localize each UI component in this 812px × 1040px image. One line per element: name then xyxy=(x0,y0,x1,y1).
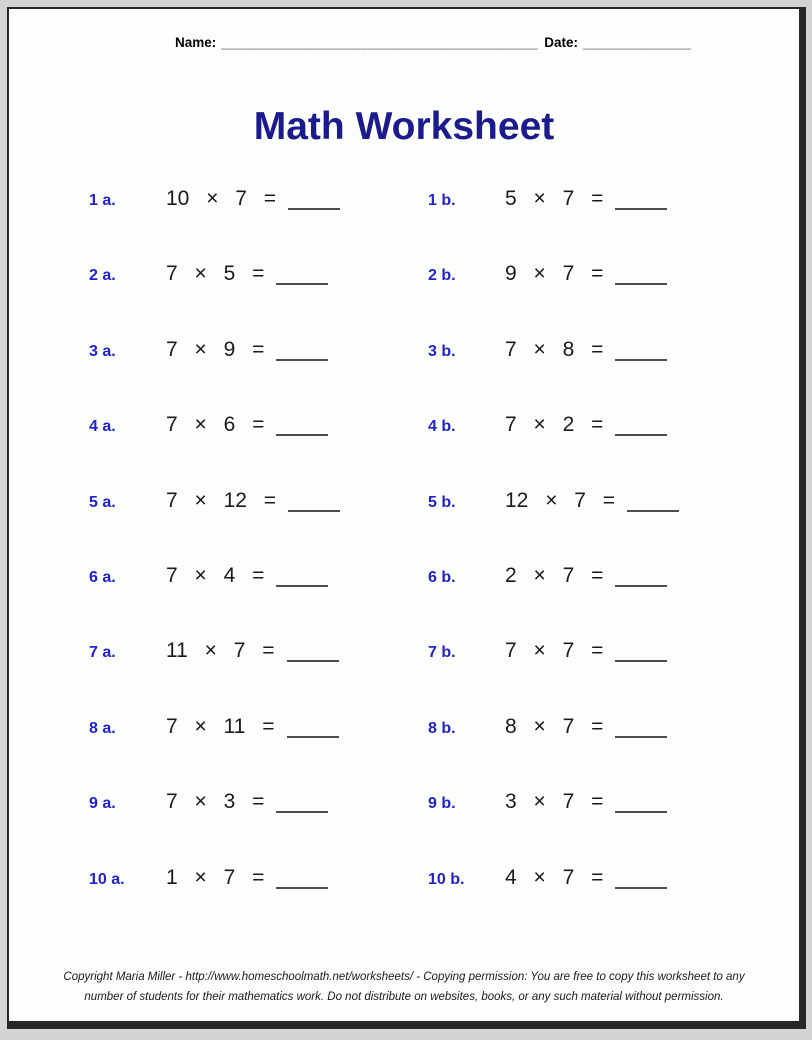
answer-blank xyxy=(615,208,667,210)
problem-expression: 7 × 5 = xyxy=(166,262,265,286)
answer-blank xyxy=(276,434,328,436)
problem-8a xyxy=(9,715,404,790)
answer-blank xyxy=(615,359,667,361)
problem-label: 6 a. xyxy=(89,568,116,586)
name-label: Name: xyxy=(175,35,217,50)
answer-blank xyxy=(627,510,679,512)
answer-blank xyxy=(288,208,340,210)
answer-blank xyxy=(615,811,667,813)
problem-expression: 3 × 7 = xyxy=(505,790,604,814)
problem-expression: 7 × 11 = xyxy=(166,714,275,738)
problem-5a xyxy=(9,489,404,564)
name-fill-line: _________________________________________ xyxy=(221,35,539,50)
problem-2a xyxy=(9,262,404,337)
problem-expression: 7 × 2 = xyxy=(505,413,604,437)
problem-expression: 1 × 7 = xyxy=(166,865,265,889)
problem-7a xyxy=(9,639,404,714)
problem-label: 1 b. xyxy=(428,192,456,209)
problem-label: 8 b. xyxy=(428,719,456,737)
problem-3a xyxy=(9,338,404,413)
problem-expression: 12 × 7 = xyxy=(505,488,616,512)
problem-label: 3 a. xyxy=(89,342,116,360)
problem-label: 7 b. xyxy=(428,644,456,662)
problem-9a xyxy=(9,790,404,865)
problem-label: 4 a. xyxy=(89,418,116,436)
problem-1a xyxy=(9,187,404,262)
problem-label: 2 a. xyxy=(89,267,116,285)
problem-1b xyxy=(404,187,799,262)
worksheet-page xyxy=(7,7,806,1029)
problem-label: 10 b. xyxy=(428,870,465,888)
date-label: Date: xyxy=(544,35,578,50)
problem-expression: 4 × 7 = xyxy=(505,865,604,889)
problem-expression: 7 × 3 = xyxy=(166,790,265,814)
answer-blank xyxy=(615,585,667,587)
problem-4a xyxy=(9,413,404,488)
problem-3b xyxy=(404,338,799,413)
problem-expression: 7 × 4 = xyxy=(166,563,265,587)
answer-blank xyxy=(615,887,667,889)
problem-label: 5 b. xyxy=(428,493,456,511)
answer-blank xyxy=(276,283,328,285)
answer-blank xyxy=(276,811,328,813)
answer-blank xyxy=(287,736,339,738)
problem-expression: 2 × 7 = xyxy=(505,563,604,587)
page-title: Math Worksheet xyxy=(253,105,555,148)
problem-label: 8 a. xyxy=(89,719,116,737)
answer-blank xyxy=(276,585,328,587)
problem-label: 7 a. xyxy=(89,644,116,662)
answer-blank xyxy=(287,660,339,662)
problem-6b xyxy=(404,564,799,639)
answer-blank xyxy=(615,660,667,662)
problem-7b xyxy=(404,639,799,714)
problem-label: 10 a. xyxy=(89,870,125,888)
problem-label: 6 b. xyxy=(428,568,456,586)
copyright-footer xyxy=(9,967,799,1007)
problem-label: 1 a. xyxy=(89,192,116,209)
problems-grid xyxy=(9,187,799,941)
problem-expression: 5 × 7 = xyxy=(505,187,604,210)
answer-blank xyxy=(615,434,667,436)
problem-label: 9 a. xyxy=(89,795,116,813)
problem-6a xyxy=(9,564,404,639)
problem-expression: 7 × 12 = xyxy=(166,488,277,512)
problem-label: 2 b. xyxy=(428,267,456,285)
problem-expression: 8 × 7 = xyxy=(505,714,604,738)
date-fill-line: ______________ xyxy=(582,35,692,50)
answer-blank xyxy=(288,510,340,512)
answer-blank xyxy=(615,736,667,738)
problem-expression: 9 × 7 = xyxy=(505,262,604,286)
worksheet-header xyxy=(175,35,697,50)
problem-10b xyxy=(404,866,799,941)
problem-2b xyxy=(404,262,799,337)
problem-expression: 7 × 9 = xyxy=(166,337,265,361)
problem-5b xyxy=(404,489,799,564)
problem-label: 5 a. xyxy=(89,493,116,511)
problem-expression: 7 × 6 = xyxy=(166,413,265,437)
problem-label: 9 b. xyxy=(428,795,456,813)
answer-blank xyxy=(615,283,667,285)
problem-expression: 11 × 7 = xyxy=(166,639,275,663)
answer-blank xyxy=(276,887,328,889)
problem-9b xyxy=(404,790,799,865)
problem-4b xyxy=(404,413,799,488)
copyright-line-2: number of students for their mathematics work. Do not distribute on websites, books, or any such material without permission. xyxy=(84,991,724,1003)
problem-label: 3 b. xyxy=(428,342,456,360)
problem-10a xyxy=(9,866,404,941)
problem-label: 4 b. xyxy=(428,418,456,436)
answer-blank xyxy=(276,359,328,361)
problem-expression: 7 × 8 = xyxy=(505,337,604,361)
problem-expression: 10 × 7 = xyxy=(166,187,277,210)
copyright-line-1: Copyright Maria Miller - http://www.homeschoolmath.net/worksheets/ - Copying permission: You are free to copy this worksheet to any xyxy=(63,971,745,983)
problem-8b xyxy=(404,715,799,790)
problem-expression: 7 × 7 = xyxy=(505,639,604,663)
